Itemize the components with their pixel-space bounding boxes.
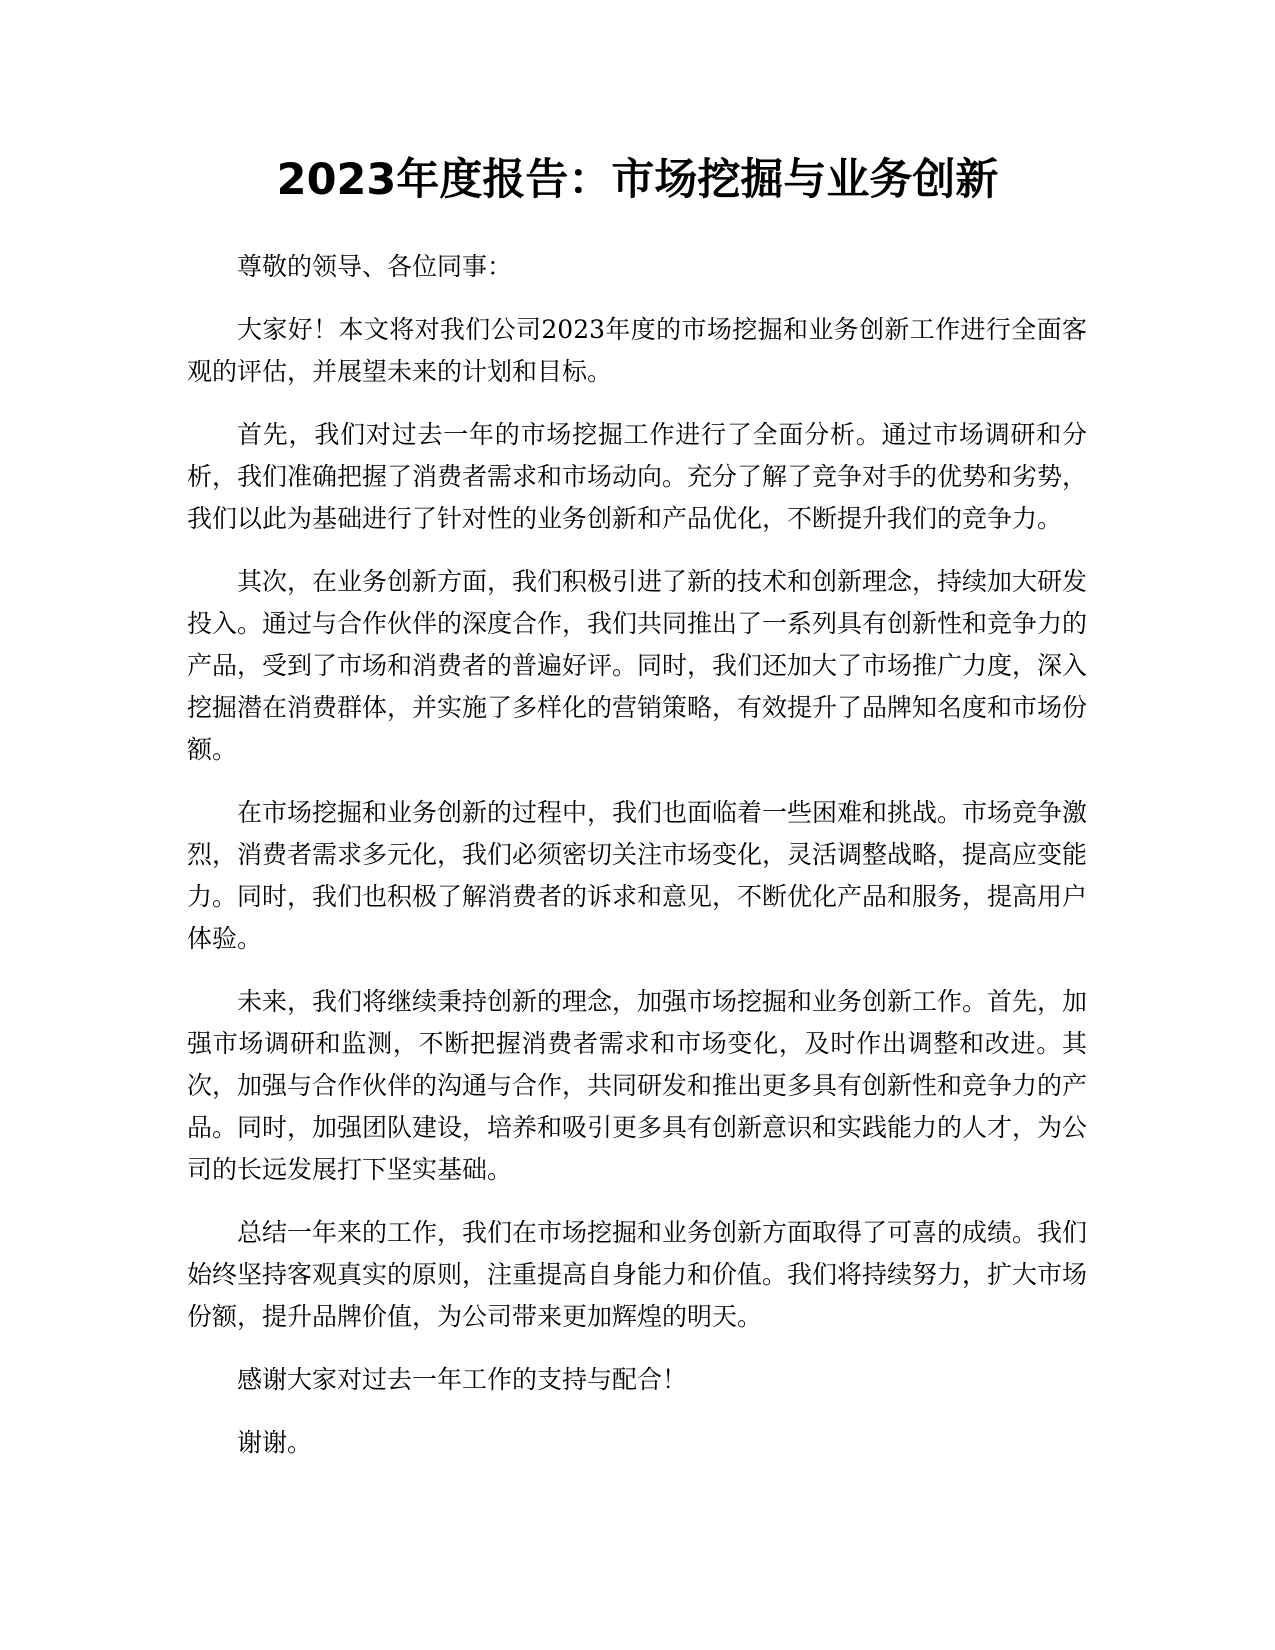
challenges-paragraph: 在市场挖掘和业务创新的过程中，我们也面临着一些困难和挑战。市场竞争激烈，消费者需求多元化，我们必须密切关注市场变化，灵活调整战略，提高应变能力。同时，我们也积极了解消费者的诉求和意见，不断优化产品和服务，提高用户体验。 — [187, 798, 1088, 953]
salutation-paragraph: 尊敬的领导、各位同事： — [237, 252, 513, 281]
business-innovation-paragraph: 其次，在业务创新方面，我们积极引进了新的技术和创新理念，持续加大研发投入。通过与合作伙伴的深度合作，我们共同推出了一系列具有创新性和竞争力的产品，受到了市场和消费者的普遍好评。同时，我们还加大了市场推广力度，深入挖掘潜在消费群体，并实施了多样化的营销策略，有效提升了品牌知名度和市场份额。 — [187, 567, 1088, 764]
document-body — [187, 246, 1087, 1485]
document-title: 2023年度报告：市场挖掘与业务创新 — [276, 155, 999, 205]
market-analysis-paragraph: 首先，我们对过去一年的市场挖掘工作进行了全面分析。通过市场调研和分析，我们准确把握了消费者需求和市场动向。充分了解了竞争对手的优势和劣势，我们以此为基础进行了针对性的业务创新和产品优化，不断提升我们的竞争力。 — [187, 420, 1088, 533]
closing-paragraph: 谢谢。 — [237, 1428, 313, 1457]
intro-paragraph: 大家好！本文将对我们公司2023年度的市场挖掘和业务创新工作进行全面客观的评估，并展望未来的计划和目标。 — [187, 315, 1087, 386]
thanks-paragraph: 感谢大家对过去一年工作的支持与配合！ — [237, 1365, 688, 1394]
future-plans-paragraph: 未来，我们将继续秉持创新的理念，加强市场挖掘和业务创新工作。首先，加强市场调研和监测，不断把握消费者需求和市场变化，及时作出调整和改进。其次，加强与合作伙伴的沟通与合作，共同研发和推出更多具有创新性和竞争力的产品。同时，加强团队建设，培养和吸引更多具有创新意识和实践能力的人才，为公司的长远发展打下坚实基础。 — [187, 987, 1088, 1184]
summary-paragraph: 总结一年来的工作，我们在市场挖掘和业务创新方面取得了可喜的成绩。我们始终坚持客观真实的原则，注重提高自身能力和价值。我们将持续努力，扩大市场份额，提升品牌价值，为公司带来更加辉煌的明天。 — [187, 1218, 1088, 1331]
